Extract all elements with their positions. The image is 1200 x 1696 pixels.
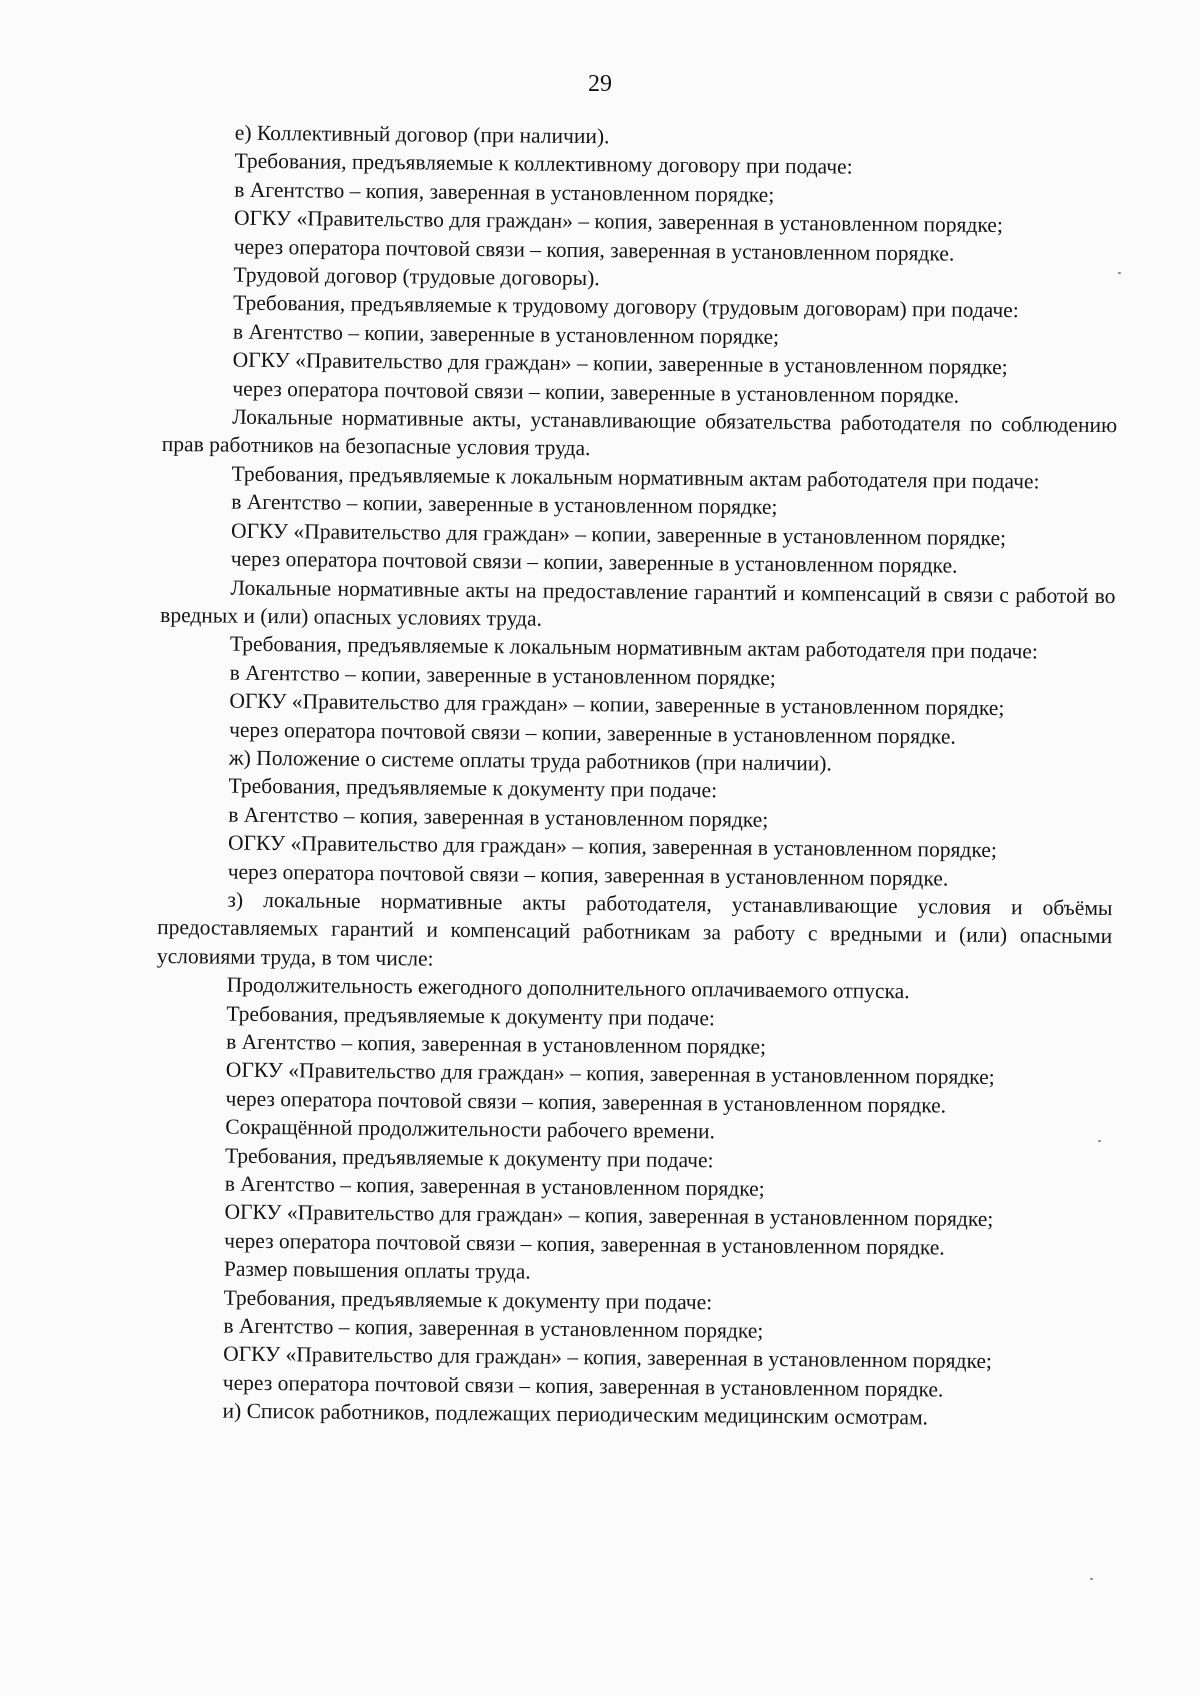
paragraph: ОГКУ «Правительство для граждан» – копии, заверенные в установленном порядке; bbox=[230, 518, 1007, 550]
paragraph: и) Список работников, подлежащих периодическим медицинским осмотрам. bbox=[222, 1398, 929, 1430]
paragraph: в Агентство – копия, заверенная в установленном порядке; bbox=[228, 802, 769, 832]
paragraph: Требования, предъявляемые к трудовому договору (трудовым договорам) при подаче: bbox=[233, 291, 1019, 323]
paragraph: через оператора почтовой связи – копия, заверенная в установленном порядке. bbox=[222, 1370, 944, 1402]
paragraph: Локальные нормативные акты на предоставление гарантий и компенсаций в связи с работой во вредных и (или) опасных условиях труда. bbox=[160, 575, 1116, 631]
paragraph: в Агентство – копия, заверенная в установленном порядке; bbox=[234, 177, 775, 207]
paragraph: через оператора почтовой связи – копия, заверенная в установленном порядке. bbox=[225, 1086, 947, 1118]
paragraph: ж) Положение о системе оплаты труда работников (при наличии). bbox=[228, 745, 832, 776]
paragraph: Требования, предъявляемые к документу при подаче: bbox=[226, 1001, 716, 1030]
paragraph: Продолжительность ежегодного дополнительного оплачиваемого отпуска. bbox=[226, 972, 910, 1004]
paragraph: Размер повышения оплаты труда. bbox=[223, 1256, 531, 1284]
scan-speck bbox=[1118, 272, 1121, 274]
page-number: 29 bbox=[588, 71, 612, 97]
paragraph: Требования, предъявляемые к документу при подаче: bbox=[224, 1143, 714, 1172]
paragraph: Сокращённой продолжительности рабочего времени. bbox=[225, 1114, 716, 1144]
paragraph: Требования, предъявляемые к документу при подаче: bbox=[228, 773, 718, 803]
paragraph: в Агентство – копии, заверенные в установленном порядке; bbox=[229, 660, 776, 690]
scan-speck bbox=[1090, 1578, 1093, 1580]
paragraph: ОГКУ «Правительство для граждан» – копия, заверенная в установленном порядке; bbox=[223, 1342, 993, 1374]
paragraph: через оператора почтовой связи – копия, заверенная в установленном порядке. bbox=[233, 234, 955, 266]
paragraph: в Агентство – копия, заверенная в установленном порядке; bbox=[224, 1171, 765, 1201]
paragraph: ОГКУ «Правительство для граждан» – копия, заверенная в установленном порядке; bbox=[225, 1058, 995, 1090]
paragraph: е) Коллективный договор (при наличии). bbox=[234, 120, 610, 149]
paragraph: Требования, предъявляемые к коллективному договору при подаче: bbox=[234, 149, 853, 180]
paragraph: Требования, предъявляемые к локальным нормативным актам работодателя при подаче: bbox=[231, 461, 1040, 494]
paragraph: через оператора почтовой связи – копии, заверенные в установленном порядке. bbox=[230, 546, 958, 578]
paragraph: в Агентство – копия, заверенная в установленном порядке; bbox=[223, 1313, 764, 1343]
paragraph: ОГКУ «Правительство для граждан» – копия, заверенная в установленном порядке; bbox=[224, 1200, 994, 1232]
paragraph: в Агентство – копии, заверенные в установленном порядке; bbox=[232, 319, 780, 349]
paragraph: з) локальные нормативные акты работодателя, устанавливающие условия и объёмы предоставляемых гарантий и компенсаций работникам за работу с вредными и (или) опасными условиями труда, в том числе: bbox=[156, 887, 1113, 971]
paragraph: ОГКУ «Правительство для граждан» – копия, заверенная в установленном порядке; bbox=[233, 205, 1003, 238]
paragraph: Требования, предъявляемые к локальным нормативным актам работодателя при подаче: bbox=[229, 631, 1038, 664]
paragraph: через оператора почтовой связи – копия, заверенная в установленном порядке. bbox=[227, 859, 949, 891]
document-body bbox=[152, 118, 1119, 1434]
paragraph: в Агентство – копия, заверенная в установленном порядке; bbox=[226, 1029, 767, 1059]
paragraph: через оператора почтовой связи – копия, заверенная в установленном порядке. bbox=[224, 1228, 945, 1260]
paragraph: Требования, предъявляемые к документу при подаче: bbox=[223, 1285, 713, 1314]
paragraph: в Агентство – копии, заверенные в установленном порядке; bbox=[231, 489, 778, 520]
paragraph: Локальные нормативные акты, устанавливающие обязательства работодателя по соблюдению прав работников на безопасные условия труда. bbox=[161, 404, 1118, 461]
scan-speck bbox=[1098, 1140, 1101, 1142]
paragraph: ОГКУ «Правительство для граждан» – копия, заверенная в установленном порядке; bbox=[227, 830, 997, 863]
paragraph: Трудовой договор (трудовые договоры). bbox=[233, 262, 600, 291]
paragraph: ОГКУ «Правительство для граждан» – копии, заверенные в установленном порядке; bbox=[232, 347, 1008, 380]
paragraph: через оператора почтовой связи – копии, заверенные в установленном порядке. bbox=[232, 376, 960, 408]
paragraph: ОГКУ «Правительство для граждан» – копии, заверенные в установленном порядке; bbox=[229, 688, 1005, 721]
paragraph: через оператора почтовой связи – копии, заверенные в установленном порядке. bbox=[229, 717, 956, 749]
